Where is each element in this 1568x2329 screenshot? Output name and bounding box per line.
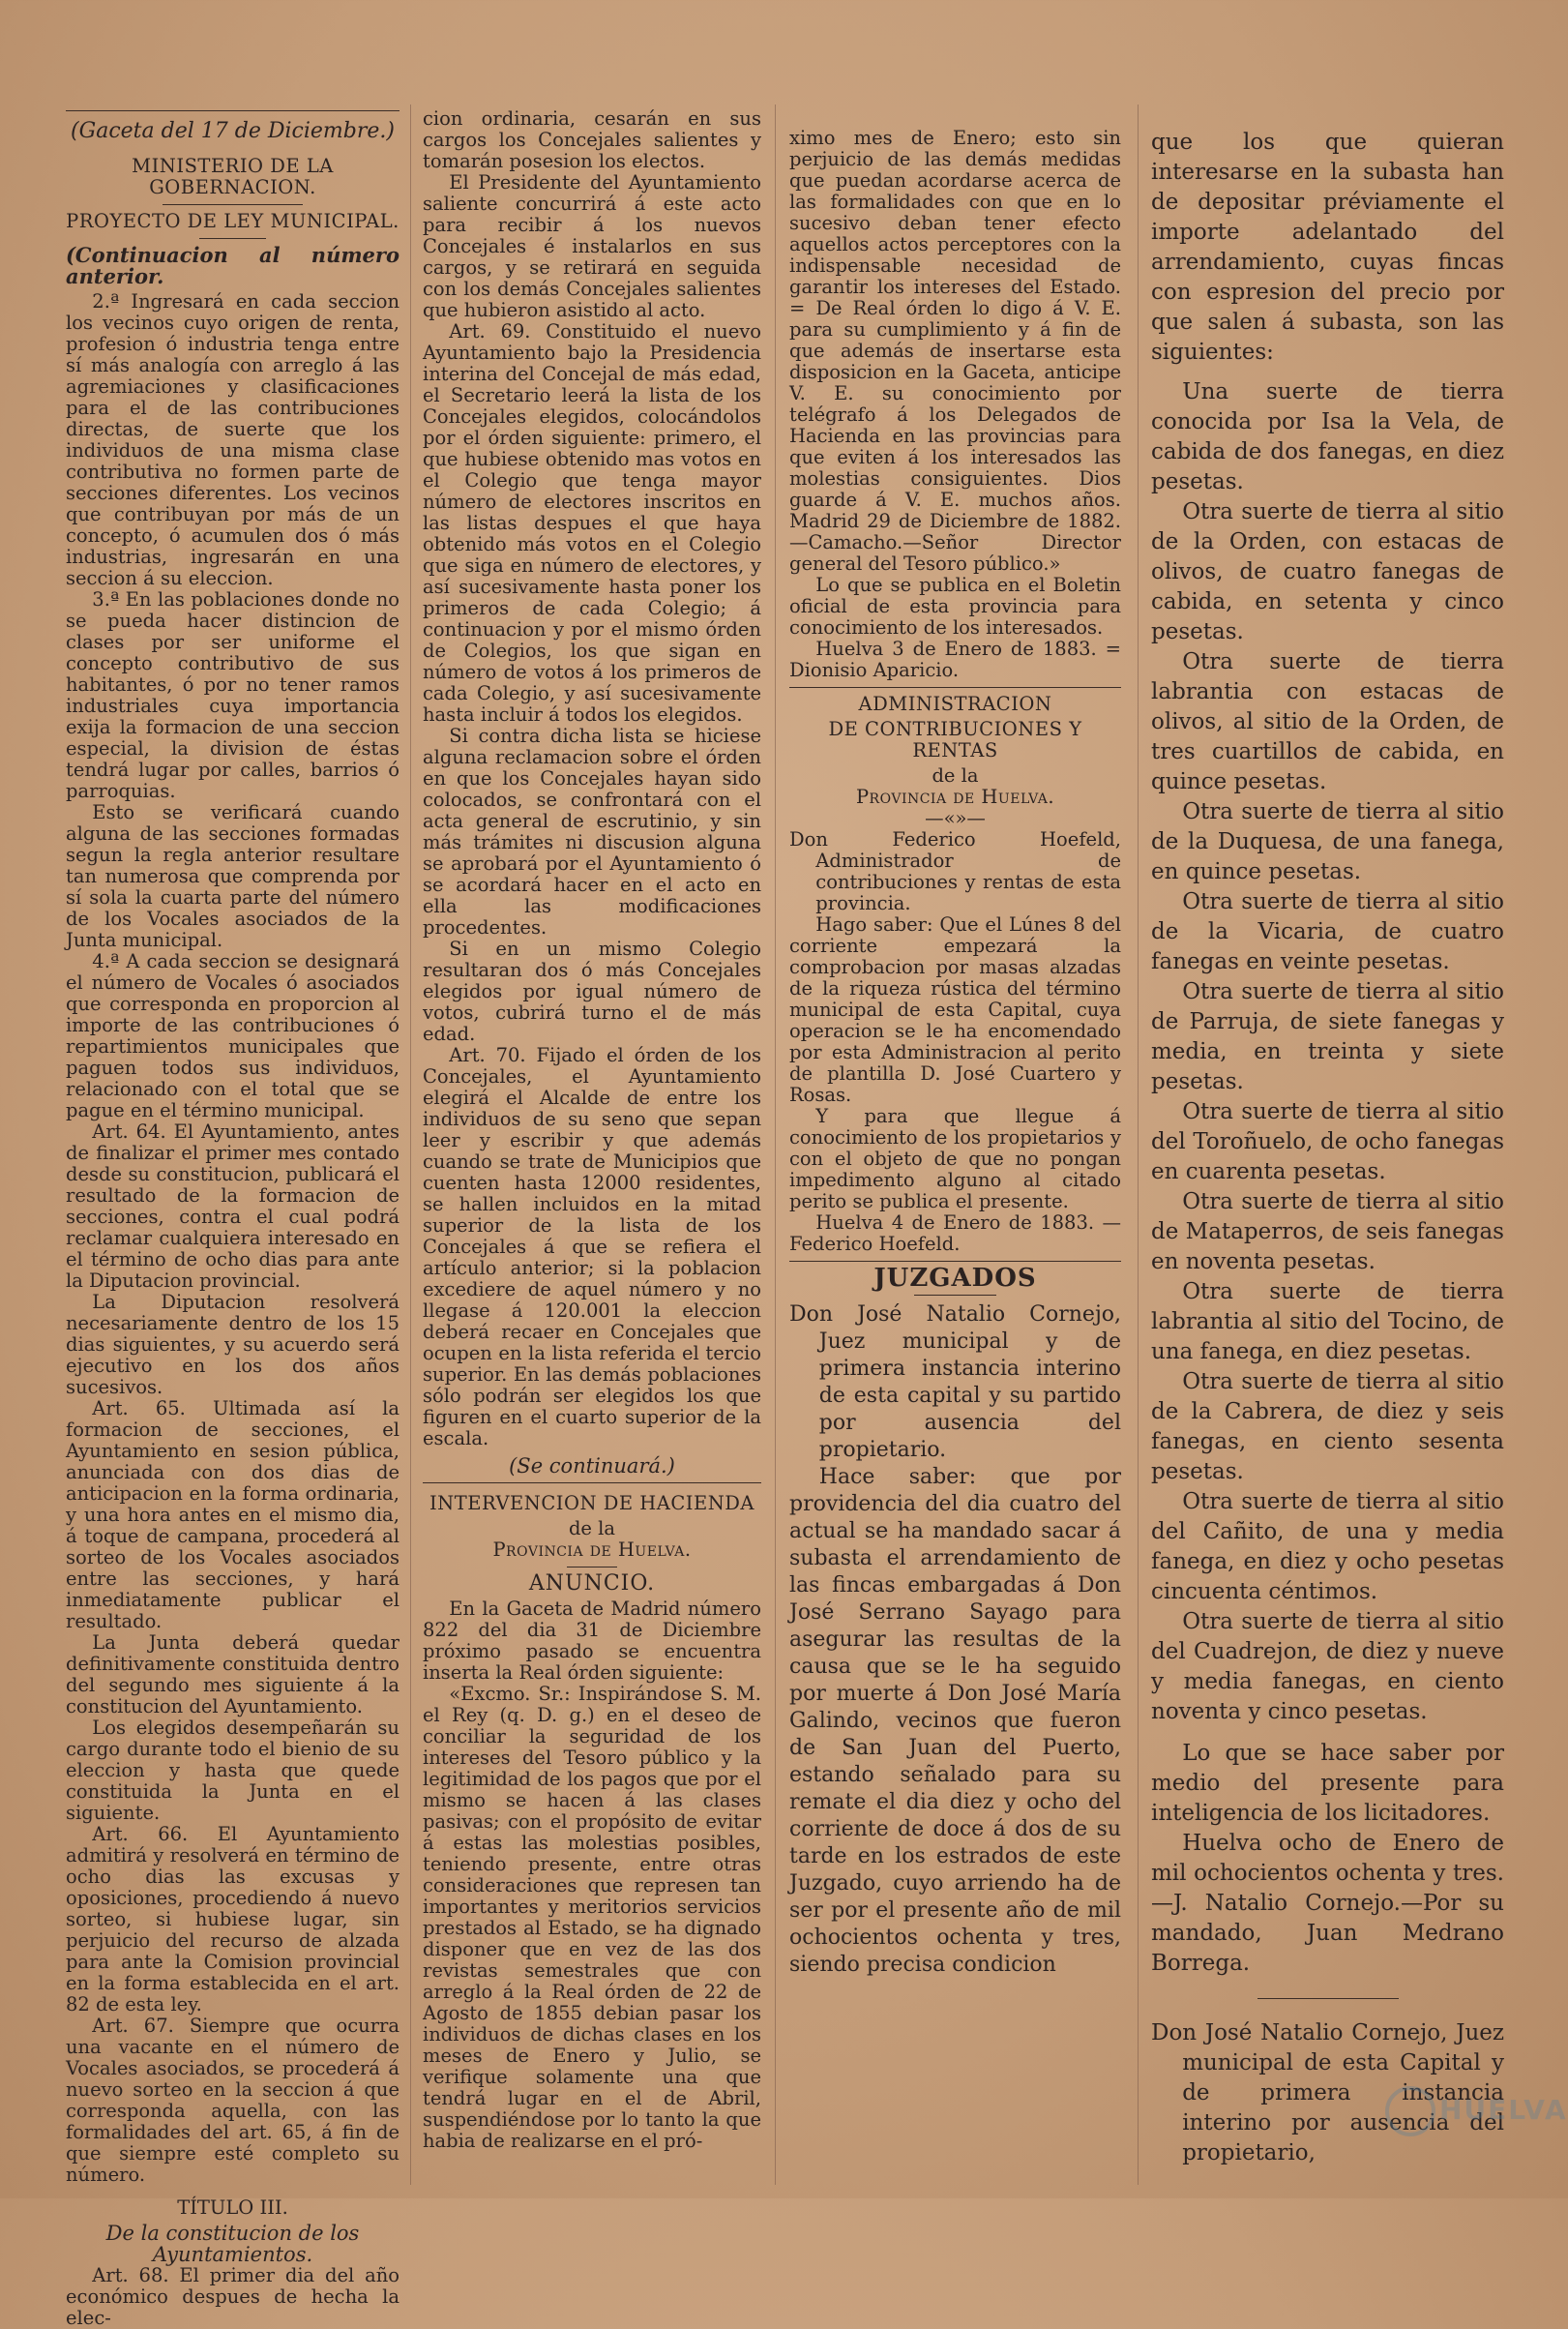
paragraph: Huelva 4 de Enero de 1883. —Federico Hoefeld. [789,1211,1121,1255]
huelva-watermark-logo [1385,2080,1568,2142]
paragraph: Art. 67. Siempre que ocurra una vacante en el número de Vocales asociados, se procederá á nuevo sorteo en la seccion á que corresponda aquella, con las formalidades del art. 65, á fin de que siempre esté completo su número. [66,2015,399,2186]
rule [914,1295,997,1296]
office-province: Provincia de Huelva. [492,1538,692,1561]
paragraph: Otra suerte de tierra al sitio del Cañito, de una y media fanega, en diez y ocho pesetas cincuenta céntimos. [1151,1489,1504,1604]
paragraph: Otra suerte de tierra al sitio de la Cabrera, de diez y seis fanegas, en ciento sesenta pesetas. [1151,1369,1504,1484]
rule [1257,1998,1399,1999]
continued-note: (Se continuará.) [509,1454,675,1478]
paragraph: Otra suerte de tierra al sitio del Cuadrejon, de diez y nueve y media fanegas, en ciento noventa y cinco pesetas. [1151,1609,1504,1724]
title-heading: TÍTULO III. [177,2196,288,2219]
paragraph: Huelva 3 de Enero de 1883. = Dionisio Aparicio. [789,638,1121,681]
paragraph: 3.ª En las poblaciones donde no se pueda hacer distincion de clases por ser uniforme el concepto contributivo de sus habitantes, ó por no tener ramos industriales cuya importancia exija la formacion de una seccion especial, la division de éstas tendrá lugar por calles, barrios ó parroquias. [66,588,399,802]
column-4 [1151,0,1504,2198]
rule [789,1261,1121,1262]
paragraph: Otra suerte de tierra al sitio de Mataperros, de seis fanegas en noventa pesetas. [1151,1189,1504,1274]
judge-intro: Don José Natalio Cornejo, Juez municipal y de primera instancia interino de esta capital y su partido por ausencia del propietario. [789,1302,1121,1462]
office-of: de la [932,764,979,787]
admin-intro: Don Federico Hoefeld, Administrador de contribuciones y rentas de esta provincia. [789,828,1121,914]
paragraph: Art. 66. El Ayuntamiento admitirá y resolverá en término de ocho dias las excusas y oposiciones, procediendo á nuevo sorteo, si hubiese lugar, sin perjuicio del recurso de alzada para ante la Comision provincial en la forma establecida en el art. 82 de esta ley. [66,1823,399,2015]
watermark-text: HUELVA [1439,2094,1568,2126]
paragraph: Otra suerte de tierra al sitio de Parruja, de siete fanegas y media, en treinta y siete pesetas. [1151,979,1504,1094]
paragraph: 4.ª A cada seccion se designará el número de Vocales ó asociados que corresponda en proporcion al importe de las contribuciones ó repartimientos municipales que paguen todos sus individuos, relacionado con el total que se pague en el término municipal. [66,950,399,1121]
courts-heading: JUZGADOS [873,1264,1037,1293]
notice-heading: ANUNCIO. [528,1571,656,1596]
paragraph: Una suerte de tierra conocida por Isa la Vela, de cabida de dos fanegas, en diez pesetas. [1151,379,1504,494]
paragraph: Hago saber: Que el Lúnes 8 del corriente empezará la comprobacion por masas alzadas de la riqueza rústica del término municipal de esta Capital, cuya operacion se le ha encomendado por esta Administracion al perito de plantilla D. José Cuartero y Rosas. [789,913,1121,1106]
paragraph: Y para que llegue á conocimiento de los propietarios y con el objeto de que no pongan impedimento alguno al citado perito se publica el presente. [789,1105,1121,1212]
paragraph: Si contra dicha lista se hiciese alguna reclamacion sobre el órden en que los Concejales hayan sido colocados, se confrontará con el acta general de escrutinio, y sin más trámites ni discusion alguna se aprobará por el Ayuntamiento ó se acordará hacer en el acto en ella las modificaciones procedentes. [423,725,761,939]
continuation-note: (Continuacion al número anterior. [66,243,399,288]
rule [789,687,1121,688]
paragraph: Art. 69. Constituido el nuevo Ayuntamiento bajo la Presidencia interina del Concejal de más edad, el Secretario leerá la lista de los Concejales elegidos, colocándolos por el órden siguiente: primero, el que hubiese obtenido mas votos en el Colegio que tenga mayor número de electores inscritos en las listas despues el que haya obtenido más votos en el Colegio que siga en número de electores, y así sucesivamente hasta poner los primeros de cada Colegio; á continuacion y por el mismo órden de Colegios, los que sigan en número de votos á los primeros de cada Colegio, y así sucesivamente hasta incluir á todos los elegidos. [423,320,761,726]
paragraph: Otra suerte de tierra al sitio de la Duquesa, de una fanega, en quince pesetas. [1151,799,1504,884]
office-province: Provincia de Huelva. [855,786,1055,808]
paragraph: cion ordinaria, cesarán en sus cargos los Concejales salientes y tomarán posesion los electos. [423,107,761,172]
paragraph: 2.ª Ingresará en cada seccion los vecinos cuyo origen de renta, profesion ó industria tenga entre sí más analogía con arreglo á las agremiaciones y clasificaciones para el de las contribuciones directas, de suerte que los individuos de una misma clase contributiva no formen parte de secciones diferentes. Los vecinos que contribuyan por más de un concepto, ó acumulen dos ó más industrias, ingresarán en una seccion á su eleccion. [66,290,399,589]
paragraph: Otra suerte de tierra al sitio de la Orden, con estacas de olivos, de cuatro fanegas de cabida, en setenta y cinco pesetas. [1151,499,1504,644]
column-1 [66,0,399,2329]
paragraph: El Presidente del Ayuntamiento saliente concurrirá á este acto para recibir á los nuevos Concejales é instalarlos en sus cargos, y se retirará en seguida con los demás Concejales salientes que hubieron asistido al acto. [423,171,761,321]
office-heading: ADMINISTRACION [858,693,1052,715]
office-of: de la [568,1517,616,1539]
ministry-heading: MINISTERIO DE LA GOBERNACION. [132,155,334,198]
seal-icon [1385,2086,1435,2136]
paragraph: Esto se verificará cuando alguna de las secciones formadas segun la regla anterior resultare tan numerosa que comprenda por sí sola la cuarta parte del número de los Vocales asociados de la Junta municipal. [66,801,399,951]
paragraph: Art. 68. El primer dia del año económico despues de hecha la elec- [66,2264,399,2329]
paragraph: Si en un mismo Colegio resultaran dos ó más Concejales elegidos por igual número de votos, cubrirá turno el de más edad. [423,938,761,1045]
project-heading: PROYECTO DE LEY MUNICIPAL. [66,210,399,232]
paragraph: que los que quieran interesarse en la subasta han de depositar préviamente el importe adelantado del arrendamiento, cuyas fincas con espresion del precio por que salen á subasta, son las siguientes: [1151,130,1504,365]
column-2 [423,0,761,2198]
rule [66,110,399,111]
paragraph: Art. 64. El Ayuntamiento, antes de finalizar el primer mes contado desde su constitucion, publicará el resultado de la formacion de secciones, contra el cual podrá reclamar cualquiera interesado en el término de ocho dias para ante la Diputacion provincial. [66,1120,399,1292]
paragraph: Art. 70. Fijado el órden de los Concejales, el Ayuntamiento elegirá el Alcalde de entre los individuos de su seno que sepan leer y escribir y que además cuando se trate de Municipios que cuenten hasta 12000 residentes, se hallen incluidos en la mitad superior de la lista de los Concejales á que se refiera el artículo anterior; si la poblacion excediere de aquel número y no llegase á 120.001 la eleccion deberá recaer en Concejales que ocupen en la lista referida el tercio superior. En las demás poblaciones sólo podrán ser elegidos los que figuren en el cuarto superior de la escala. [423,1044,761,1449]
rule [163,204,303,205]
office-subheading: DE CONTRIBUCIONES Y RENTAS [828,718,1082,761]
paragraph: Lo que se hace saber por medio del presente para inteligencia de los licitadores. [1151,1741,1504,1826]
gazette-date: (Gaceta del 17 de Diciembre.) [71,119,395,143]
paragraph: Art. 65. Ultimada así la formacion de secciones, el Ayuntamiento en sesion pública, anunciada con dos dias de anticipacion en la forma ordinaria, y una hora antes en el mismo dia, á toque de campana, procederá al sorteo de los Vocales asociados entre las secciones, y hará inmediatamente publicar el resultado. [66,1397,399,1632]
judge-intro: Don José Natalio Cornejo, Juez municipal de esta Capital y de primera instancia interino por ausencia del propietario, [1151,2020,1504,2165]
rule [199,238,266,239]
paragraph: La Junta deberá quedar definitivamente constituida dentro del segundo mes siguiente á la constitucion del Ayuntamiento. [66,1631,399,1717]
paragraph: Huelva ocho de Enero de mil ochocientos ochenta y tres.—J. Natalio Cornejo.—Por su mandado, Juan Medrano Borrega. [1151,1831,1504,1976]
rule [423,1482,761,1483]
paragraph: ximo mes de Enero; esto sin perjuicio de las demás medidas que puedan acordarse acerca de las formalidades con que en lo sucesivo deban tener efecto aquellos actos perceptores con la indispensable necesidad de garantir los intereses del Estado. = De Real órden lo digo á V. E. para su cumplimiento y á fin de que además de insertarse esta disposicion en la Gaceta, anticipe V. E. su conocimiento por telégrafo á los Delegados de Hacienda en las provincias para que eviten á los interesados las molestias consiguientes. Dios guarde á V. E. muchos años. Madrid 29 de Diciembre de 1882.—Camacho.—Señor Director general del Tesoro público.» [789,127,1121,575]
column-3 [789,0,1121,2198]
paragraph: Otra suerte de tierra labrantia con estacas de olivos, al sitio de la Orden, de tres cuartillos de cabida, en quince pesetas. [1151,649,1504,794]
paragraph: En la Gaceta de Madrid número 822 del dia 31 de Diciembre próximo pasado se encuentra inserta la Real órden siguiente: [423,1597,761,1684]
paragraph: Hace saber: que por providencia del dia cuatro del actual se ha mandado sacar á subasta el arrendamiento de las fincas embargadas á Don José Serrano Sayago para asegurar las resultas de la causa que se le ha seguido por muerte á Don José María Galindo, vecinos que fueron de San Juan del Puerto, estando señalado para su remate el dia diez y ocho del corriente de doce á dos de su tarde en los estrados de este Juzgado, cuyo arriendo ha de ser por el presente año de mil ochocientos ochenta y tres, siendo precisa condicion [789,1465,1121,1977]
title-subheading: De la constitucion de los Ayuntamientos. [105,2222,360,2266]
separator: —«»— [925,807,986,829]
paragraph: Lo que se publica en el Boletin oficial de esta provincia para conocimiento de los interesados. [789,574,1121,639]
paragraph: Los elegidos desempeñarán su cargo durante todo el bienio de su eleccion y hasta que quede constituida la Junta en el siguiente. [66,1717,399,1824]
paragraph: Otra suerte de tierra al sitio de la Vicaria, de cuatro fanegas en veinte pesetas. [1151,889,1504,974]
paragraph: Otra suerte de tierra al sitio del Toroñuelo, de ocho fanegas en cuarenta pesetas. [1151,1099,1504,1184]
rule [567,1567,618,1568]
paragraph: La Diputacion resolverá necesariamente dentro de los 15 dias siguientes, y su acuerdo será ejecutivo en los dos años sucesivos. [66,1291,399,1398]
paragraph: «Excmo. Sr.: Inspirándose S. M. el Rey (q. D. g.) en el deseo de conciliar la seguridad de los intereses del Tesoro público y la legitimidad de los pagos que por el mismo se hacen á las clases pasivas; con el propósito de evitar á estas las molestias posibles, teniendo presente, entre otras consideraciones que represen tan importantes y meritorios servicios prestados al Estado, se ha dignado disponer que en vez de las dos revistas semestrales que con arreglo á la Real órden de 22 de Agosto de 1855 debian pasar los individuos de dichas clases en los meses de Enero y Julio, se verifique solamente una que tendrá lugar en el de Abril, suspendiéndose por lo tanto la que habia de realizarse en el pró- [423,1683,761,2152]
paragraph: Otra suerte de tierra labrantia al sitio del Tocino, de una fanega, en diez pesetas. [1151,1279,1504,1364]
office-heading: INTERVENCION DE HACIENDA [429,1492,755,1514]
